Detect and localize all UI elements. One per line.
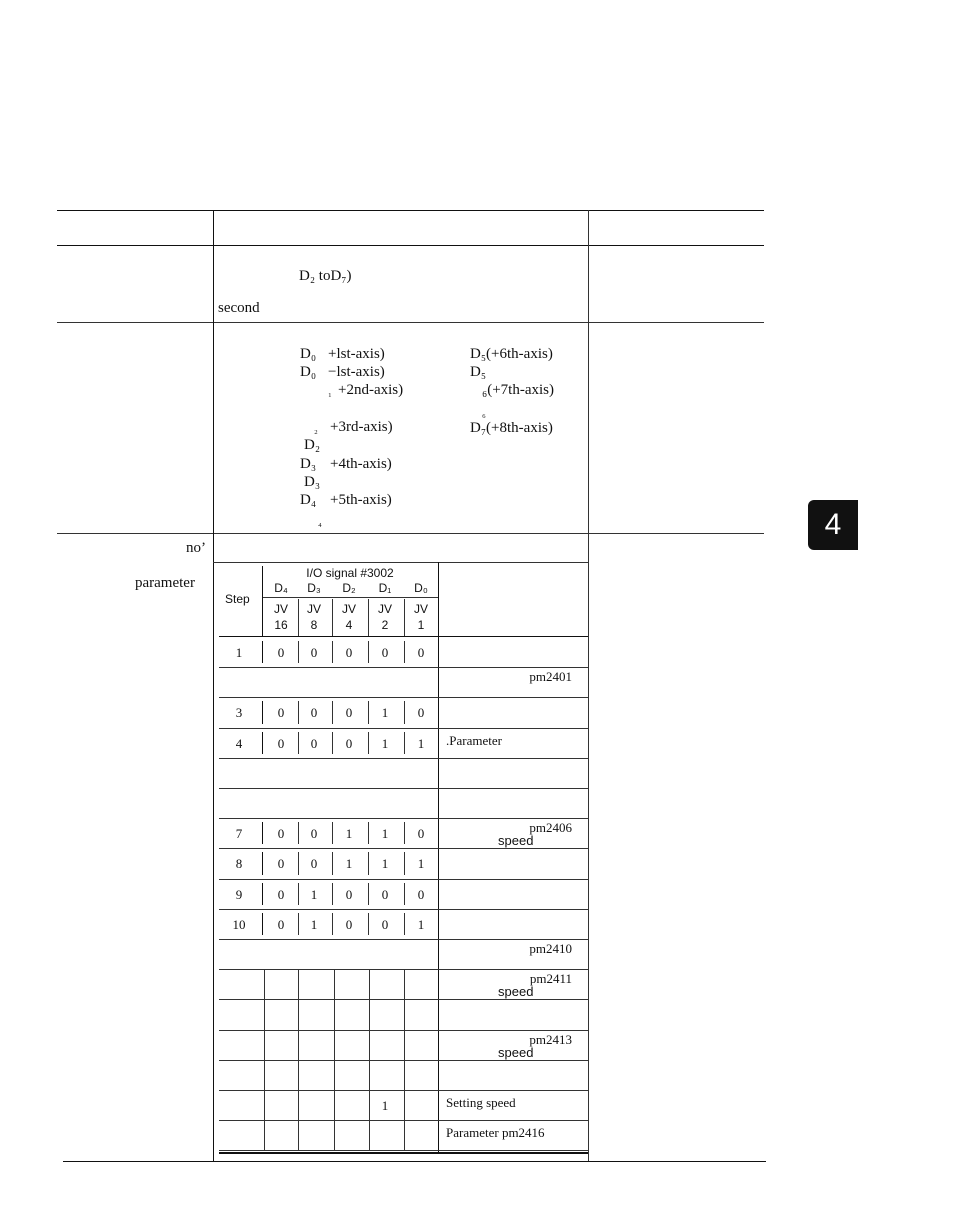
io-grid-column-line <box>298 999 299 1029</box>
io-bit-value: 1 <box>310 916 318 932</box>
table-top-rule <box>57 210 764 211</box>
io-grid-column-line <box>369 1090 370 1120</box>
io-grid-column-line <box>298 1090 299 1120</box>
io-bit-value: 1 <box>381 1098 389 1113</box>
io-bit-header: D₀ <box>414 581 428 595</box>
axis-bit-desc: +4th-axis) <box>330 456 392 472</box>
io-grid-column-line <box>298 1030 299 1060</box>
io-step-note: pm2410 <box>529 941 572 956</box>
io-bit-row-divider <box>404 641 405 663</box>
io-grid-column-line <box>264 1090 265 1120</box>
io-jv-weight: 4 <box>345 618 353 632</box>
io-bit-value: 1 <box>417 916 425 932</box>
io-bit-row-divider <box>298 822 299 844</box>
io-bit-value: 0 <box>277 705 285 721</box>
row1-unit-text: second <box>218 300 260 316</box>
row2-bottom-rule <box>57 533 764 534</box>
io-row-rule <box>219 818 588 819</box>
io-bit-value: 0 <box>345 916 353 932</box>
io-row-rule <box>219 758 588 759</box>
io-bit-row-divider <box>332 641 333 663</box>
io-bit-value: 1 <box>381 735 389 751</box>
io-bit-row-divider <box>404 852 405 874</box>
io-grid-column-line <box>369 999 370 1029</box>
io-grid-column-line <box>369 1030 370 1060</box>
axis-bit-label: D₄ <box>300 492 317 508</box>
io-bit-divider <box>404 599 405 636</box>
step-column-header: Step <box>225 592 250 606</box>
io-jv-weight: 8 <box>310 618 318 632</box>
io-step-note2: speed <box>498 833 534 849</box>
io-bit-value: 0 <box>277 645 285 660</box>
io-bit-row-divider <box>298 852 299 874</box>
io-bit-header: D₄ <box>274 581 288 595</box>
io-bit-value: 0 <box>277 886 285 902</box>
io-row-rule <box>219 879 588 880</box>
io-step-note: .Parameter <box>446 732 502 748</box>
axis-bit-label: D₀ <box>300 346 317 362</box>
io-row-rule <box>219 728 588 729</box>
axis-bit-desc: +lst-axis) <box>328 346 385 362</box>
io-grid-column-line <box>264 1030 265 1060</box>
io-step-note: pm2406 <box>529 820 572 836</box>
io-grid-column-line <box>264 1060 265 1090</box>
io-bit-value: 0 <box>310 856 318 872</box>
io-bit-value: 0 <box>417 645 425 660</box>
io-grid-column-line <box>404 1030 405 1060</box>
io-step-note: pm2411 <box>529 971 572 987</box>
io-bit-row-divider <box>298 883 299 905</box>
axis-bit-right: ₆(+7th-axis) <box>482 382 555 398</box>
axis-bit-label: ₄ <box>318 516 322 528</box>
io-step-note: pm2401 <box>529 669 572 685</box>
io-step-number: 9 <box>235 886 243 902</box>
io-bit-row-divider <box>332 701 333 723</box>
io-grid-column-line <box>334 1030 335 1060</box>
io-grid-column-line <box>369 1120 370 1150</box>
axis-bit-right: D₅(+6th-axis) <box>470 346 553 362</box>
io-grid-column-line <box>334 999 335 1029</box>
axis-bit-label: D₃ <box>304 474 321 490</box>
io-jv-label: JV <box>377 602 392 616</box>
io-bit-value: 1 <box>345 856 353 872</box>
io-row-rule <box>219 1150 588 1151</box>
axis-bit-right: D₅ <box>470 364 487 380</box>
io-step-number: 4 <box>235 735 243 751</box>
io-step-note: pm2413 <box>529 1031 572 1047</box>
io-signal-header: I/O signal #3002 <box>306 566 394 580</box>
axis-bit-right: D₇(+8th-axis) <box>470 420 553 436</box>
io-grid-column-line <box>404 1060 405 1090</box>
io-grid-column-line <box>404 969 405 999</box>
io-grid-column-line <box>404 999 405 1029</box>
io-row-rule <box>219 909 588 910</box>
io-bit-value: 0 <box>345 735 353 751</box>
io-bit-row-divider <box>368 822 369 844</box>
row3-left-label: no’ <box>186 540 206 556</box>
io-bit-header: D₁ <box>378 581 392 595</box>
table-bottom-rule <box>63 1161 766 1162</box>
row3-left-label: parameter <box>135 575 195 591</box>
io-jv-label: JV <box>273 602 288 616</box>
axis-bit-desc: −lst-axis) <box>328 364 385 380</box>
io-step-number: 7 <box>235 826 243 842</box>
io-grid-column-line <box>334 969 335 999</box>
axis-bit-desc: +3rd-axis) <box>330 419 393 435</box>
axis-bit-desc: +5th-axis) <box>330 492 392 508</box>
io-jv-weight: 2 <box>381 618 389 632</box>
io-bit-header: D₃ <box>307 581 321 595</box>
io-bit-value: 0 <box>381 645 389 660</box>
io-bit-value: 1 <box>417 735 425 751</box>
io-bit-row-divider <box>298 701 299 723</box>
io-bit-row-divider <box>404 883 405 905</box>
io-bit-value: 0 <box>345 886 353 902</box>
io-bit-value: 1 <box>381 826 389 842</box>
io-grid-column-line <box>369 1060 370 1090</box>
chapter-tab: 4 <box>808 500 858 550</box>
io-step-divider <box>262 701 263 723</box>
axis-bit-label: ₁ <box>328 386 332 398</box>
io-bit-row-divider <box>298 641 299 663</box>
io-row-rule <box>219 848 588 849</box>
io-jv-label: JV <box>341 602 356 616</box>
io-grid-column-line <box>298 1060 299 1090</box>
io-bit-row-divider <box>332 852 333 874</box>
io-bit-row-divider <box>368 883 369 905</box>
io-bit-row-divider <box>404 701 405 723</box>
io-bit-value: 0 <box>345 705 353 721</box>
io-grid-column-line <box>334 1120 335 1150</box>
io-bits-underline <box>263 597 438 598</box>
io-step-divider <box>262 641 263 663</box>
io-bit-row-divider <box>298 913 299 935</box>
io-bit-value: 1 <box>381 705 389 721</box>
io-step-number: 10 <box>232 916 246 932</box>
io-bit-value: 0 <box>417 886 425 902</box>
io-jv-weight: 16 <box>274 618 288 632</box>
axis-bit-label: ₂ <box>314 423 318 435</box>
io-grid-column-line <box>334 1060 335 1090</box>
io-step-divider <box>262 913 263 935</box>
io-bit-divider <box>368 599 369 636</box>
io-bit-value: 1 <box>345 826 353 842</box>
io-bit-row-divider <box>368 701 369 723</box>
io-bit-value: 1 <box>417 856 425 872</box>
io-bit-row-divider <box>368 852 369 874</box>
io-jv-label: JV <box>413 602 428 616</box>
io-bit-value: 0 <box>277 916 285 932</box>
io-grid-column-line <box>404 1120 405 1150</box>
axis-bit-desc: +2nd-axis) <box>338 382 404 398</box>
io-bit-row-divider <box>298 732 299 754</box>
io-step-divider <box>262 852 263 874</box>
axis-bit-right: ₆ <box>482 407 486 419</box>
io-bit-value: 0 <box>381 916 389 932</box>
io-row-rule <box>219 667 588 668</box>
io-bit-value: 0 <box>277 735 285 751</box>
io-row-rule <box>219 697 588 698</box>
io-step-note: Setting speed <box>446 1095 516 1110</box>
io-grid-column-line <box>298 1120 299 1150</box>
io-row-rule <box>219 788 588 789</box>
io-bit-value: 0 <box>417 705 425 721</box>
io-jv-label: JV <box>306 602 321 616</box>
io-bit-row-divider <box>332 732 333 754</box>
axis-bit-label: D₀ <box>300 364 317 380</box>
io-bit-row-divider <box>368 732 369 754</box>
io-step-number: 1 <box>235 645 243 660</box>
io-bit-value: 0 <box>310 826 318 842</box>
io-step-note: Parameter pm2416 <box>446 1125 545 1141</box>
io-bit-value: 1 <box>381 856 389 872</box>
io-row-rule <box>219 939 588 940</box>
io-grid-column-line <box>369 969 370 999</box>
io-grid-column-line <box>264 999 265 1029</box>
axis-bit-label: D₃ <box>300 456 317 472</box>
io-bit-value: 1 <box>310 886 318 902</box>
io-bit-value: 0 <box>310 705 318 721</box>
io-bit-value: 0 <box>345 645 353 660</box>
io-table-note-divider <box>438 562 439 1152</box>
io-jv-weight: 1 <box>417 618 425 632</box>
io-table-header-rule <box>219 636 588 637</box>
io-bit-row-divider <box>368 913 369 935</box>
row1-bottom-rule <box>57 322 764 323</box>
io-step-divider <box>262 732 263 754</box>
io-bit-header: D₂ <box>342 581 356 595</box>
io-step-number: 3 <box>235 705 243 721</box>
io-step-divider <box>262 822 263 844</box>
io-bit-value: 0 <box>277 826 285 842</box>
io-grid-column-line <box>264 1120 265 1150</box>
io-bit-divider <box>332 599 333 636</box>
io-bit-row-divider <box>368 641 369 663</box>
io-bit-value: 0 <box>310 645 318 660</box>
io-step-note2: speed <box>498 1044 534 1060</box>
io-grid-column-line <box>298 969 299 999</box>
io-step-divider <box>262 883 263 905</box>
io-bit-value: 0 <box>417 826 425 842</box>
io-grid-column-line <box>334 1090 335 1120</box>
io-grid-column-line <box>264 969 265 999</box>
col-divider-left <box>213 210 214 1161</box>
io-bit-row-divider <box>404 913 405 935</box>
axis-bit-label: D₂ <box>304 437 321 453</box>
io-bit-value: 0 <box>310 735 318 751</box>
io-grid-column-line <box>404 1090 405 1120</box>
io-bit-row-divider <box>332 913 333 935</box>
io-bit-value: 0 <box>381 886 389 902</box>
io-bit-row-divider <box>332 883 333 905</box>
io-bit-row-divider <box>404 822 405 844</box>
io-bit-row-divider <box>332 822 333 844</box>
io-step-note2: speed <box>498 984 534 1000</box>
io-table-bottom-rule <box>219 1152 588 1154</box>
io-table-top-rule <box>213 562 588 563</box>
io-bit-value: 0 <box>277 856 285 872</box>
row1-range-text: D₂ toD₇) <box>299 268 352 284</box>
io-step-number: 8 <box>235 856 243 872</box>
io-bit-row-divider <box>404 732 405 754</box>
header-bottom-rule <box>57 245 764 246</box>
col-divider-right <box>588 210 589 1161</box>
